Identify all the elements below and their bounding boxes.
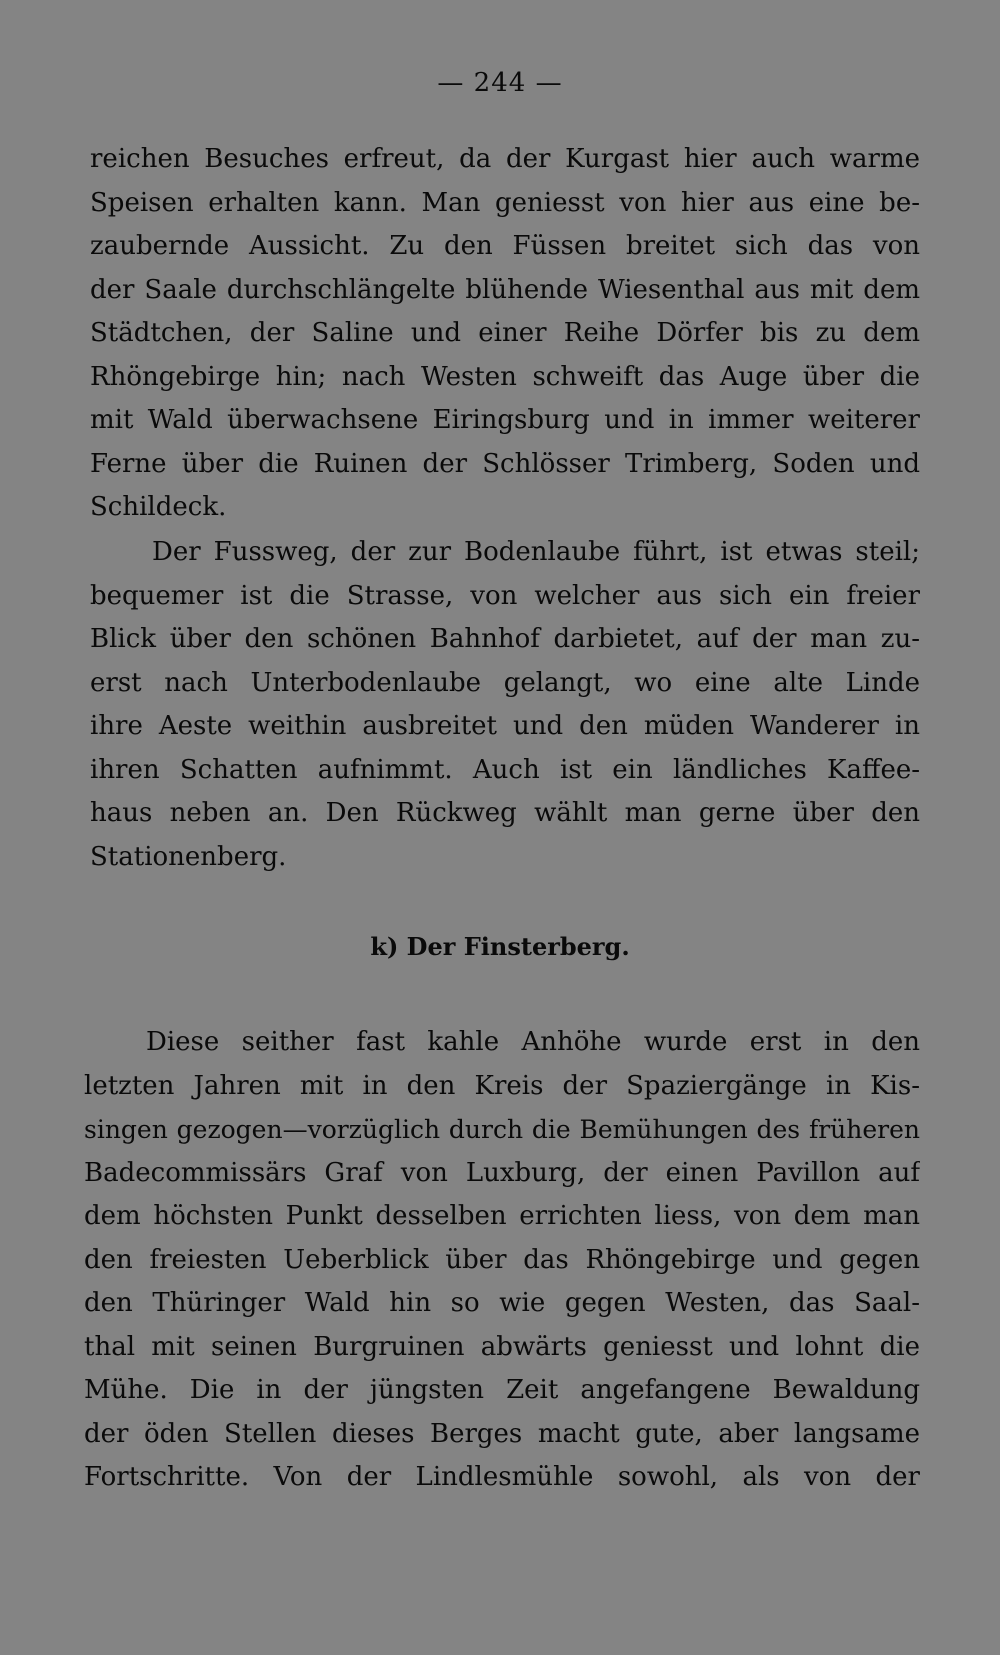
text-line: Blick über den schönen Bahnhof darbietet, auf der man zu- xyxy=(90,624,920,654)
text-line: der öden Stellen dieses Berges macht gute, aber langsame xyxy=(84,1418,920,1449)
text-line: mit Wald überwachsene Eiringsburg und in immer weiterer xyxy=(90,405,920,435)
text-line: der Saale durchschlängelte blühende Wiesenthal aus mit dem xyxy=(90,274,920,305)
text-line: Ferne über die Ruinen der Schlösser Trimberg, Soden und xyxy=(90,448,920,479)
section-heading: k) Der Finsterberg. xyxy=(370,932,630,961)
text-line: Rhöngebirge hin; nach Westen schweift das Auge über die xyxy=(90,361,920,392)
text-line: haus neben an. Den Rückweg wählt man gerne über den xyxy=(90,798,920,828)
text-line: ihren Schatten aufnimmt. Auch ist ein ländliches Kaffee- xyxy=(90,754,920,785)
text-line: Stationenberg. xyxy=(90,841,287,872)
text-line: Mühe. Die in der jüngsten Zeit angefangene Bewaldung xyxy=(84,1375,920,1405)
text-line: ihre Aeste weithin ausbreitet und den müden Wanderer in xyxy=(90,711,920,741)
text-line: singen gezogen—vorzüglich durch die Bemühungen des früheren xyxy=(84,1115,920,1144)
text-line: Diese seither fast kahle Anhöhe wurde erst in den xyxy=(146,1027,920,1057)
text-line: Speisen erhalten kann. Man geniesst von hier aus eine be- xyxy=(90,187,920,218)
text-line: bequemer ist die Strasse, von welcher aus sich ein freier xyxy=(90,580,920,611)
paragraph-2 xyxy=(90,531,920,879)
text-line: zaubernde Aussicht. Zu den Füssen breitet sich das von xyxy=(90,231,920,261)
text-line: thal mit seinen Burgruinen abwärts geniesst und lohnt die xyxy=(84,1331,920,1362)
text-line: den freiesten Ueberblick über das Rhöngebirge und gegen xyxy=(84,1244,920,1275)
paragraph-1 xyxy=(90,138,920,530)
text-line: den Thüringer Wald hin so wie gegen Westen, das Saal- xyxy=(84,1288,920,1318)
text-line: reichen Besuches erfreut, da der Kurgast hier auch warme xyxy=(90,144,920,174)
text-line: erst nach Unterbodenlaube gelangt, wo eine alte Linde xyxy=(90,667,920,698)
text-line: Städtchen, der Saline und einer Reihe Dörfer bis zu dem xyxy=(90,318,920,348)
text-line: Badecommissärs Graf von Luxburg, der einen Pavillon auf xyxy=(84,1157,920,1188)
paragraph-3 xyxy=(84,1021,920,1500)
page-number: — 244 — xyxy=(437,68,563,98)
text-line: Fortschritte. Von der Lindlesmühle sowohl, als von der xyxy=(84,1462,920,1492)
text-line: Schildeck. xyxy=(90,492,227,522)
text-line: Der Fussweg, der zur Bodenlaube führt, ist etwas steil; xyxy=(152,537,920,567)
text-line: letzten Jahren mit in den Kreis der Spaziergänge in Kis- xyxy=(84,1070,920,1101)
text-line: dem höchsten Punkt desselben errichten liess, von dem man xyxy=(84,1201,920,1231)
